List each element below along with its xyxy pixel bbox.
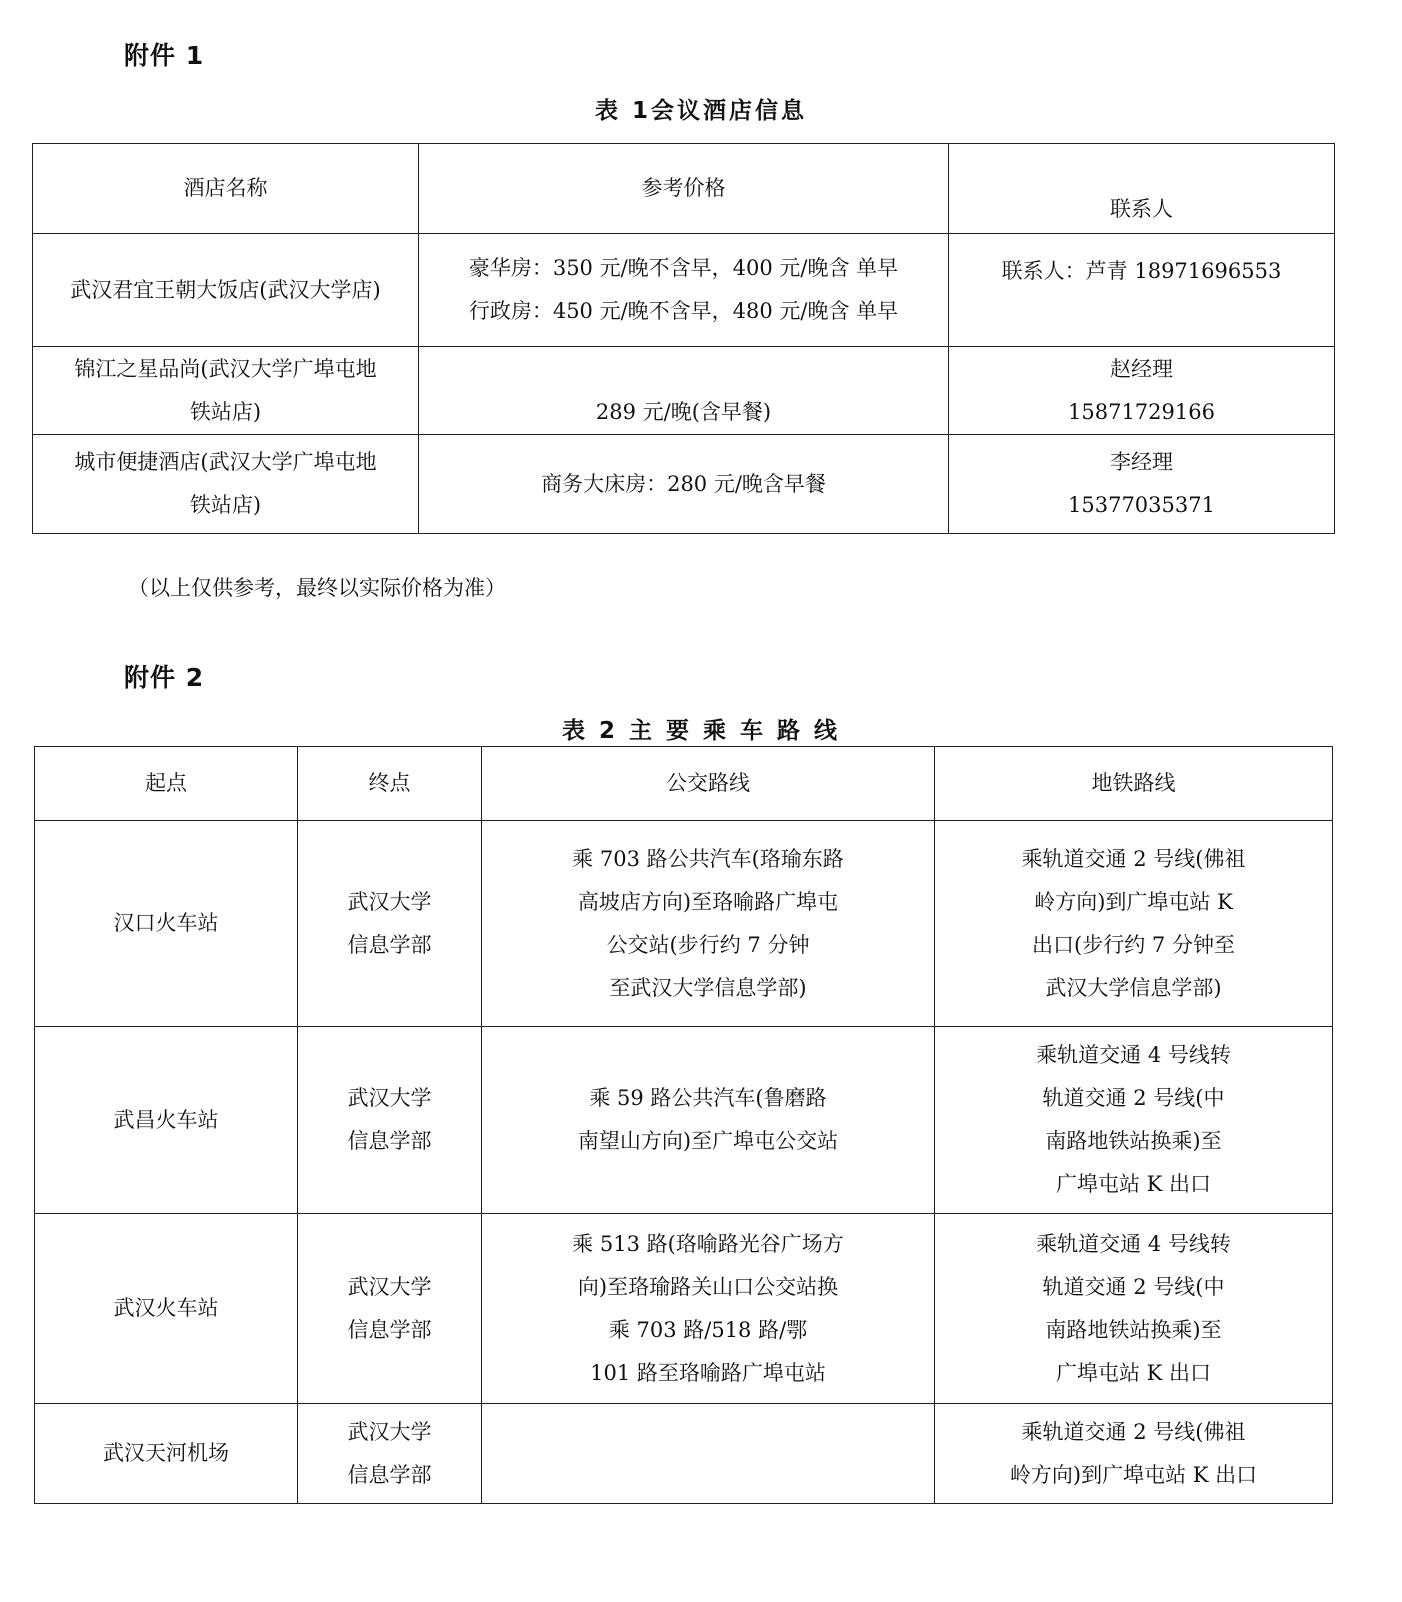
hotel-price-cell: 商务大床房：280 元/晚含早餐 (419, 435, 949, 534)
hotel-table (32, 143, 1335, 534)
route-bus-cell: 乘 703 路公共汽车(珞瑜东路 高坡店方向)至珞喻路广埠屯 公交站(步行约 7 分钟 至武汉大学信息学部) (482, 821, 935, 1027)
route-start-cell: 武汉火车站 (35, 1214, 298, 1404)
header-metro-route: 地铁路线 (935, 747, 1333, 821)
route-destination-cell: 武汉大学 信息学部 (298, 1214, 482, 1404)
route-bus-cell (482, 1404, 935, 1504)
route-start-cell: 武昌火车站 (35, 1027, 298, 1214)
header-start: 起点 (35, 747, 298, 821)
hotel-row (33, 347, 1335, 435)
route-metro-cell: 乘轨道交通 2 号线(佛祖 岭方向)到广埠屯站 K 出口 (935, 1404, 1333, 1504)
route-metro-cell: 乘轨道交通 2 号线(佛祖 岭方向)到广埠屯站 K 出口(步行约 7 分钟至 武汉大学信息学部) (935, 821, 1333, 1027)
hotel-contact-cell: 李经理 15377035371 (949, 435, 1335, 534)
hotel-contact-cell: 赵经理 15871729166 (949, 347, 1335, 435)
route-destination-cell: 武汉大学 信息学部 (298, 1404, 482, 1504)
hotel-name-cell: 武汉君宜王朝大饭店(武汉大学店) (33, 234, 419, 347)
route-start-cell: 汉口火车站 (35, 821, 298, 1027)
hotel-row (33, 435, 1335, 534)
header-bus-route: 公交路线 (482, 747, 935, 821)
attachment-2-heading: 附件 2 (124, 663, 205, 692)
hotel-table-header-row (33, 144, 1335, 234)
route-row (35, 1404, 1333, 1504)
route-bus-cell: 乘 513 路(珞喻路光谷广场方 向)至珞瑜路关山口公交站换 乘 703 路/518 路/鄂 101 路至珞喻路广埠屯站 (482, 1214, 935, 1404)
attachment-1-heading: 附件 1 (124, 41, 205, 70)
route-row (35, 1027, 1333, 1214)
route-metro-cell: 乘轨道交通 4 号线转 轨道交通 2 号线(中 南路地铁站换乘)至 广埠屯站 K 出口 (935, 1214, 1333, 1404)
route-table (34, 746, 1333, 1504)
route-bus-cell: 乘 59 路公共汽车(鲁磨路 南望山方向)至广埠屯公交站 (482, 1027, 935, 1214)
hotel-name-cell: 锦江之星品尚(武汉大学广埠屯地 铁站店) (33, 347, 419, 435)
hotel-row (33, 234, 1335, 347)
table-1-title: 表 1会议酒店信息 (594, 98, 807, 124)
table-2-title: 表 2 主 要 乘 车 路 线 (561, 718, 841, 744)
route-start-cell: 武汉天河机场 (35, 1404, 298, 1504)
hotel-price-cell: 豪华房：350 元/晚不含早，400 元/晚含 单早 行政房：450 元/晚不含早，480 元/晚含 单早 (419, 234, 949, 347)
hotel-price-cell: 289 元/晚(含早餐) (419, 347, 949, 435)
header-destination: 终点 (298, 747, 482, 821)
hotel-name-cell: 城市便捷酒店(武汉大学广埠屯地 铁站店) (33, 435, 419, 534)
header-contact: 联系人 (949, 144, 1335, 234)
header-reference-price: 参考价格 (419, 144, 949, 234)
route-row (35, 1214, 1333, 1404)
route-metro-cell: 乘轨道交通 4 号线转 轨道交通 2 号线(中 南路地铁站换乘)至 广埠屯站 K 出口 (935, 1027, 1333, 1214)
route-table-header-row (35, 747, 1333, 821)
route-destination-cell: 武汉大学 信息学部 (298, 1027, 482, 1214)
header-hotel-name: 酒店名称 (33, 144, 419, 234)
hotel-contact-cell: 联系人：芦青 18971696553 (949, 234, 1335, 347)
route-row (35, 821, 1333, 1027)
route-destination-cell: 武汉大学 信息学部 (298, 821, 482, 1027)
price-disclaimer-note: （以上仅供参考，最终以实际价格为准） (128, 576, 506, 600)
